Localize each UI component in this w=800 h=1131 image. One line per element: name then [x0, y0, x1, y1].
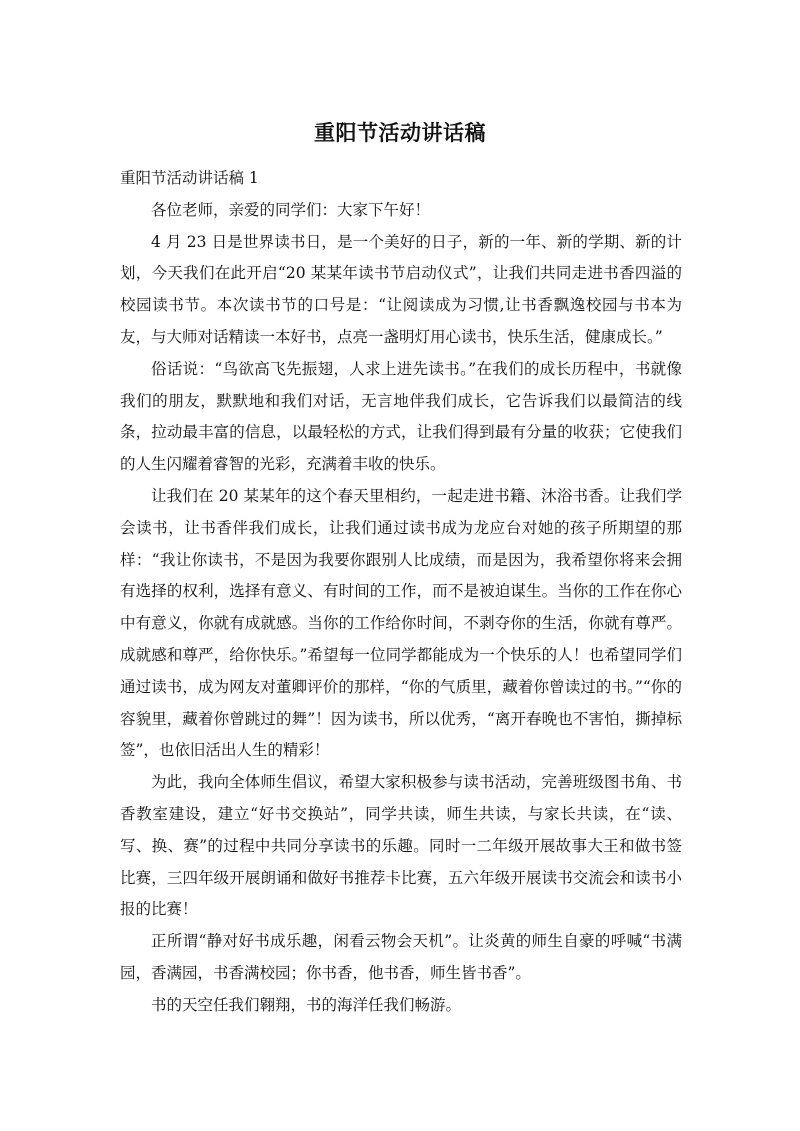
- closing-paragraph: 书的天空任我们翱翔，书的海洋任我们畅游。: [151, 995, 462, 1014]
- greeting-paragraph: 各位老师，亲爱的同学们：大家下午好！: [151, 200, 431, 219]
- body-paragraph: 俗话说：“鸟欲高飞先振翅，人求上进先读书。”在我们的成长历程中，书就像我们的朋友，默默地和我们对话，无言地伴我们成长，它告诉我们以最简洁的线条，拉动最丰富的信息，以最轻松的方式，让我们得到最有分量的收获；它使我们的人生闪耀着睿智的光彩，充满着丰收的快乐。: [120, 359, 682, 474]
- body-paragraph: 为此，我向全体师生倡议，希望大家积极参与读书活动，完善班级图书角、书香教室建设，建立“好书交换站”，同学共读，师生共读，与家长共读，在“读、写、换、赛”的过程中共同分享读书的乐趣。同时一二年级开展故事大王和做书签比赛，三四年级开展朗诵和做好书推荐卡比赛，五六年级开展读书交流会和读书小报的比赛！: [120, 773, 682, 919]
- document-title: 重阳节活动讲话稿: [314, 121, 486, 145]
- document-body: [120, 163, 682, 1022]
- body-paragraph: 让我们在 20 某某年的这个春天里相约，一起走进书籍、沐浴书香。让我们学会读书，让书香伴我们成长，让我们通过读书成为龙应台对她的孩子所期望的那样：“我让你读书，不是因为我要你跟别人比成绩，而是因为，我希望你将来会拥有选择的权利，选择有意义、有时间的工作，而不是被迫谋生。当你的工作在你心中有意义，你就有成就感。当你的工作给你时间，不剥夺你的生活，你就有尊严。成就感和尊严，给你快乐。”希望每一位同学都能成为一个快乐的人！也希望同学们通过读书，成为网友对董卿评价的那样，“你的气质里，藏着你曾读过的书。”“你的容貌里，藏着你曾跳过的舞”！因为读书，所以优秀，“离开春晚也不害怕，撕掉标签”，也依旧活出人生的精彩！: [120, 486, 682, 760]
- section-heading: 重阳节活动讲话稿 1: [120, 169, 259, 187]
- body-paragraph: 4 月 23 日是世界读书日，是一个美好的日子，新的一年、新的学期、新的计划，今天我们在此开启“20 某某年读书节启动仪式”，让我们共同走进书香四溢的校园读书节。本次读书节的口号是：“让阅读成为习惯,让书香飘逸校园与书本为友，与大师对话精读一本好书，点亮一盏明灯用心读书，快乐生活，健康成长。”: [120, 232, 682, 346]
- body-paragraph: 正所谓“静对好书成乐趣，闲看云物会天机”。让炎黄的师生自豪的呼喊“书满园，香满园，书香满校园；你书香，他书香，师生皆书香”。: [120, 932, 682, 982]
